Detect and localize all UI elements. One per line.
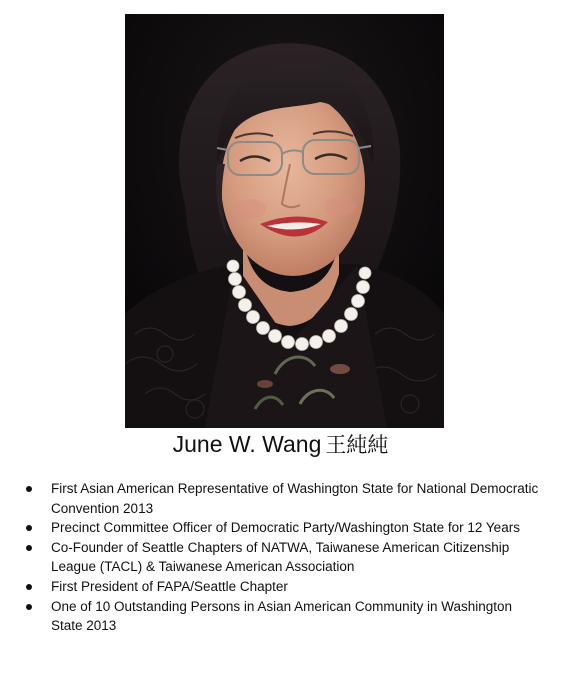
person-name [0,429,561,460]
portrait-photo [125,14,444,428]
achievement-item: Precinct Committee Officer of Democratic Party/Washington State for 12 Years [20,518,540,538]
achievement-item: First President of FAPA/Seattle Chapter [20,577,540,597]
person-name-latin: June W. Wang [172,431,322,457]
person-name-chinese: 王純純 [325,433,389,457]
achievement-item: First Asian American Representative of Washington State for National Democratic Convention 2013 [20,479,540,518]
achievement-item: One of 10 Outstanding Persons in Asian American Community in Washington State 2013 [20,597,540,636]
achievement-item: Co-Founder of Seattle Chapters of NATWA, Taiwanese American Citizenship League (TACL) & Taiwanese American Association [20,538,540,577]
achievements-list [20,479,540,636]
portrait-illustration [125,14,444,428]
